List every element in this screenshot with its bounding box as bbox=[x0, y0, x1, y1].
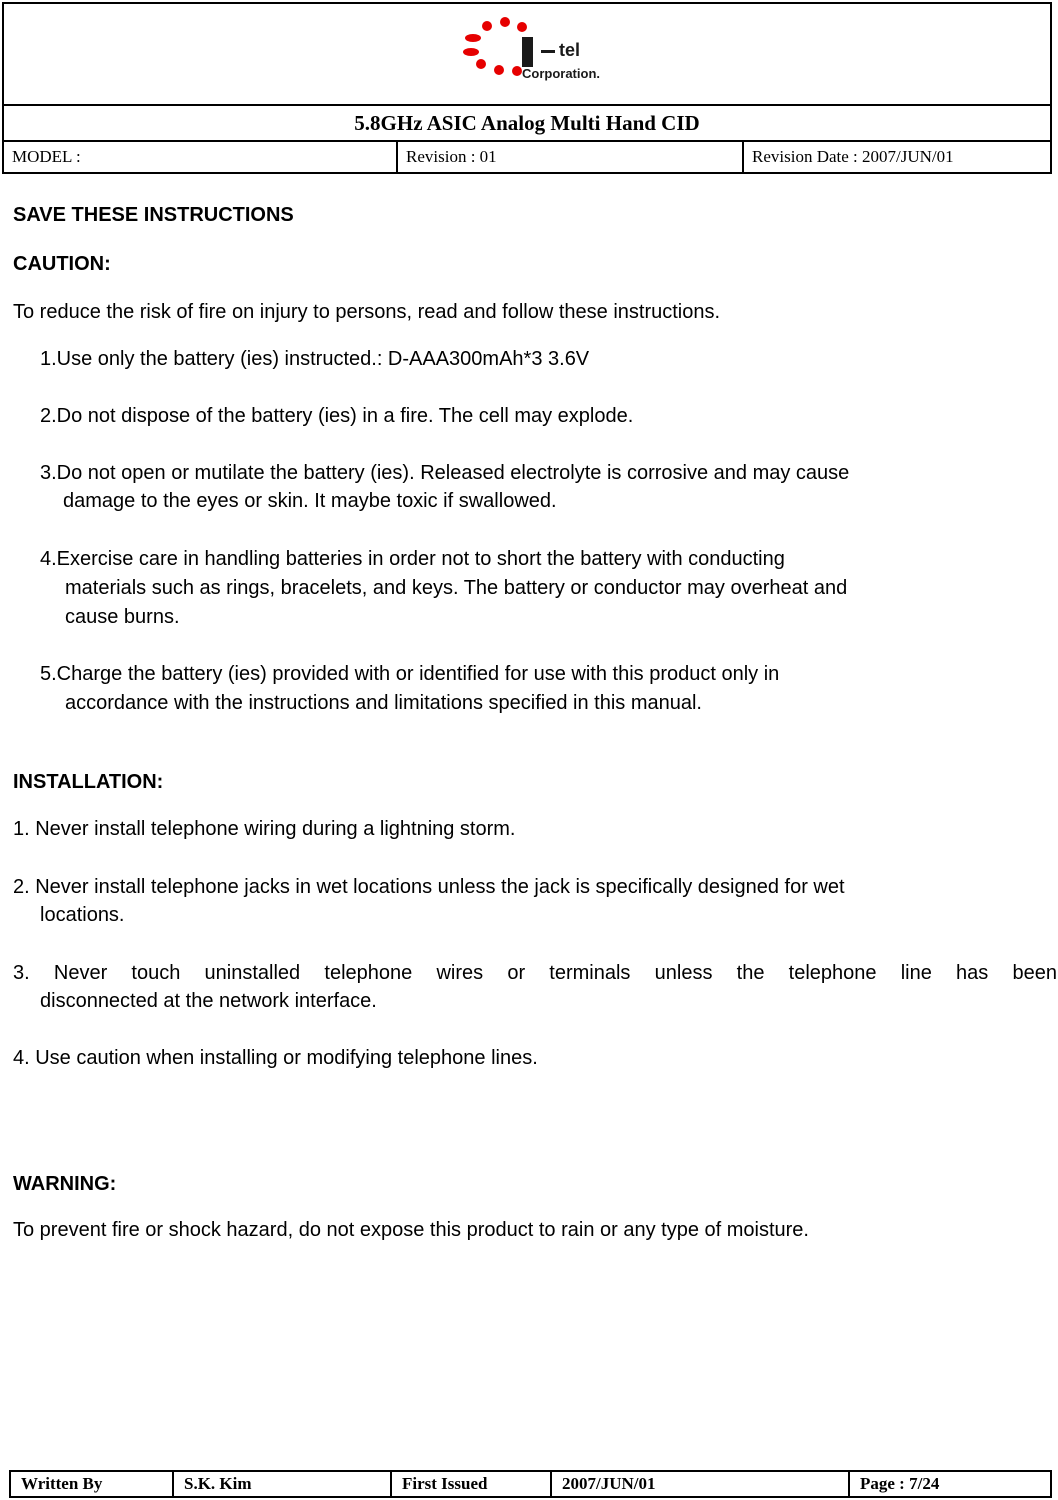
model-field: MODEL : bbox=[4, 142, 398, 172]
installation-item-4: 4. Use caution when installing or modifying telephone lines. bbox=[13, 1047, 538, 1069]
installation-item-2: 2. Never install telephone jacks in wet locations unless the jack is specifically designed for wet bbox=[13, 876, 845, 898]
revision-field: Revision : 01 bbox=[398, 142, 744, 172]
installation-item-1: 1. Never install telephone wiring during a lightning storm. bbox=[13, 818, 516, 840]
installation-item-3: 3. Never touch uninstalled telephone wires or terminals unless the telephone line has been bbox=[13, 962, 1057, 984]
battery-item-1: 1.Use only the battery (ies) instructed.: D-AAA300mAh*3 3.6V bbox=[40, 348, 590, 370]
itel-logo bbox=[459, 14, 639, 94]
warning-text: To prevent fire or shock hazard, do not expose this product to rain or any type of moisture. bbox=[13, 1219, 809, 1241]
written-by-label: Written By bbox=[11, 1472, 174, 1496]
battery-item-2: 2.Do not dispose of the battery (ies) in a fire. The cell may explode. bbox=[40, 405, 634, 427]
document-title: 5.8GHz ASIC Analog Multi Hand CID bbox=[4, 106, 1050, 142]
battery-item-3: 3.Do not open or mutilate the battery (ies). Released electrolyte is corrosive and may cause bbox=[40, 462, 850, 484]
battery-item-5-cont: accordance with the instructions and limitations specified in this manual. bbox=[65, 692, 702, 714]
installation-item-3-cont: disconnected at the network interface. bbox=[40, 990, 377, 1012]
battery-item-4: 4.Exercise care in handling batteries in order not to short the battery with conducting bbox=[40, 548, 785, 570]
warning-heading: WARNING: bbox=[13, 1173, 117, 1195]
author: S.K. Kim bbox=[174, 1472, 392, 1496]
battery-item-4-cont: materials such as rings, bracelets, and keys. The battery or conductor may overheat and bbox=[65, 577, 848, 599]
first-issued-date: 2007/JUN/01 bbox=[552, 1472, 850, 1496]
battery-item-4-cont2: cause burns. bbox=[65, 606, 180, 628]
installation-item-2-cont: locations. bbox=[40, 904, 125, 926]
caution-intro: To reduce the risk of fire on injury to persons, read and follow these instructions. bbox=[13, 301, 721, 323]
battery-item-3-cont: damage to the eyes or skin. It maybe toxic if swallowed. bbox=[63, 490, 557, 512]
revision-date-field: Revision Date : 2007/JUN/01 bbox=[752, 147, 954, 166]
document-footer bbox=[9, 1470, 1052, 1498]
page-number: Page : 7/24 bbox=[860, 1474, 940, 1493]
save-instructions-heading: SAVE THESE INSTRUCTIONS bbox=[13, 204, 294, 226]
svg-text:tel: tel bbox=[559, 40, 581, 60]
first-issued-label: First Issued bbox=[392, 1472, 552, 1496]
battery-item-5: 5.Charge the battery (ies) provided with or identified for use with this product only in bbox=[40, 663, 780, 685]
installation-heading: INSTALLATION: bbox=[13, 771, 164, 793]
document-header bbox=[2, 2, 1052, 174]
logo-row bbox=[4, 4, 1050, 106]
caution-heading: CAUTION: bbox=[13, 253, 111, 275]
svg-text:Corporation.: Corporation. bbox=[522, 66, 600, 81]
meta-row bbox=[4, 142, 1050, 172]
